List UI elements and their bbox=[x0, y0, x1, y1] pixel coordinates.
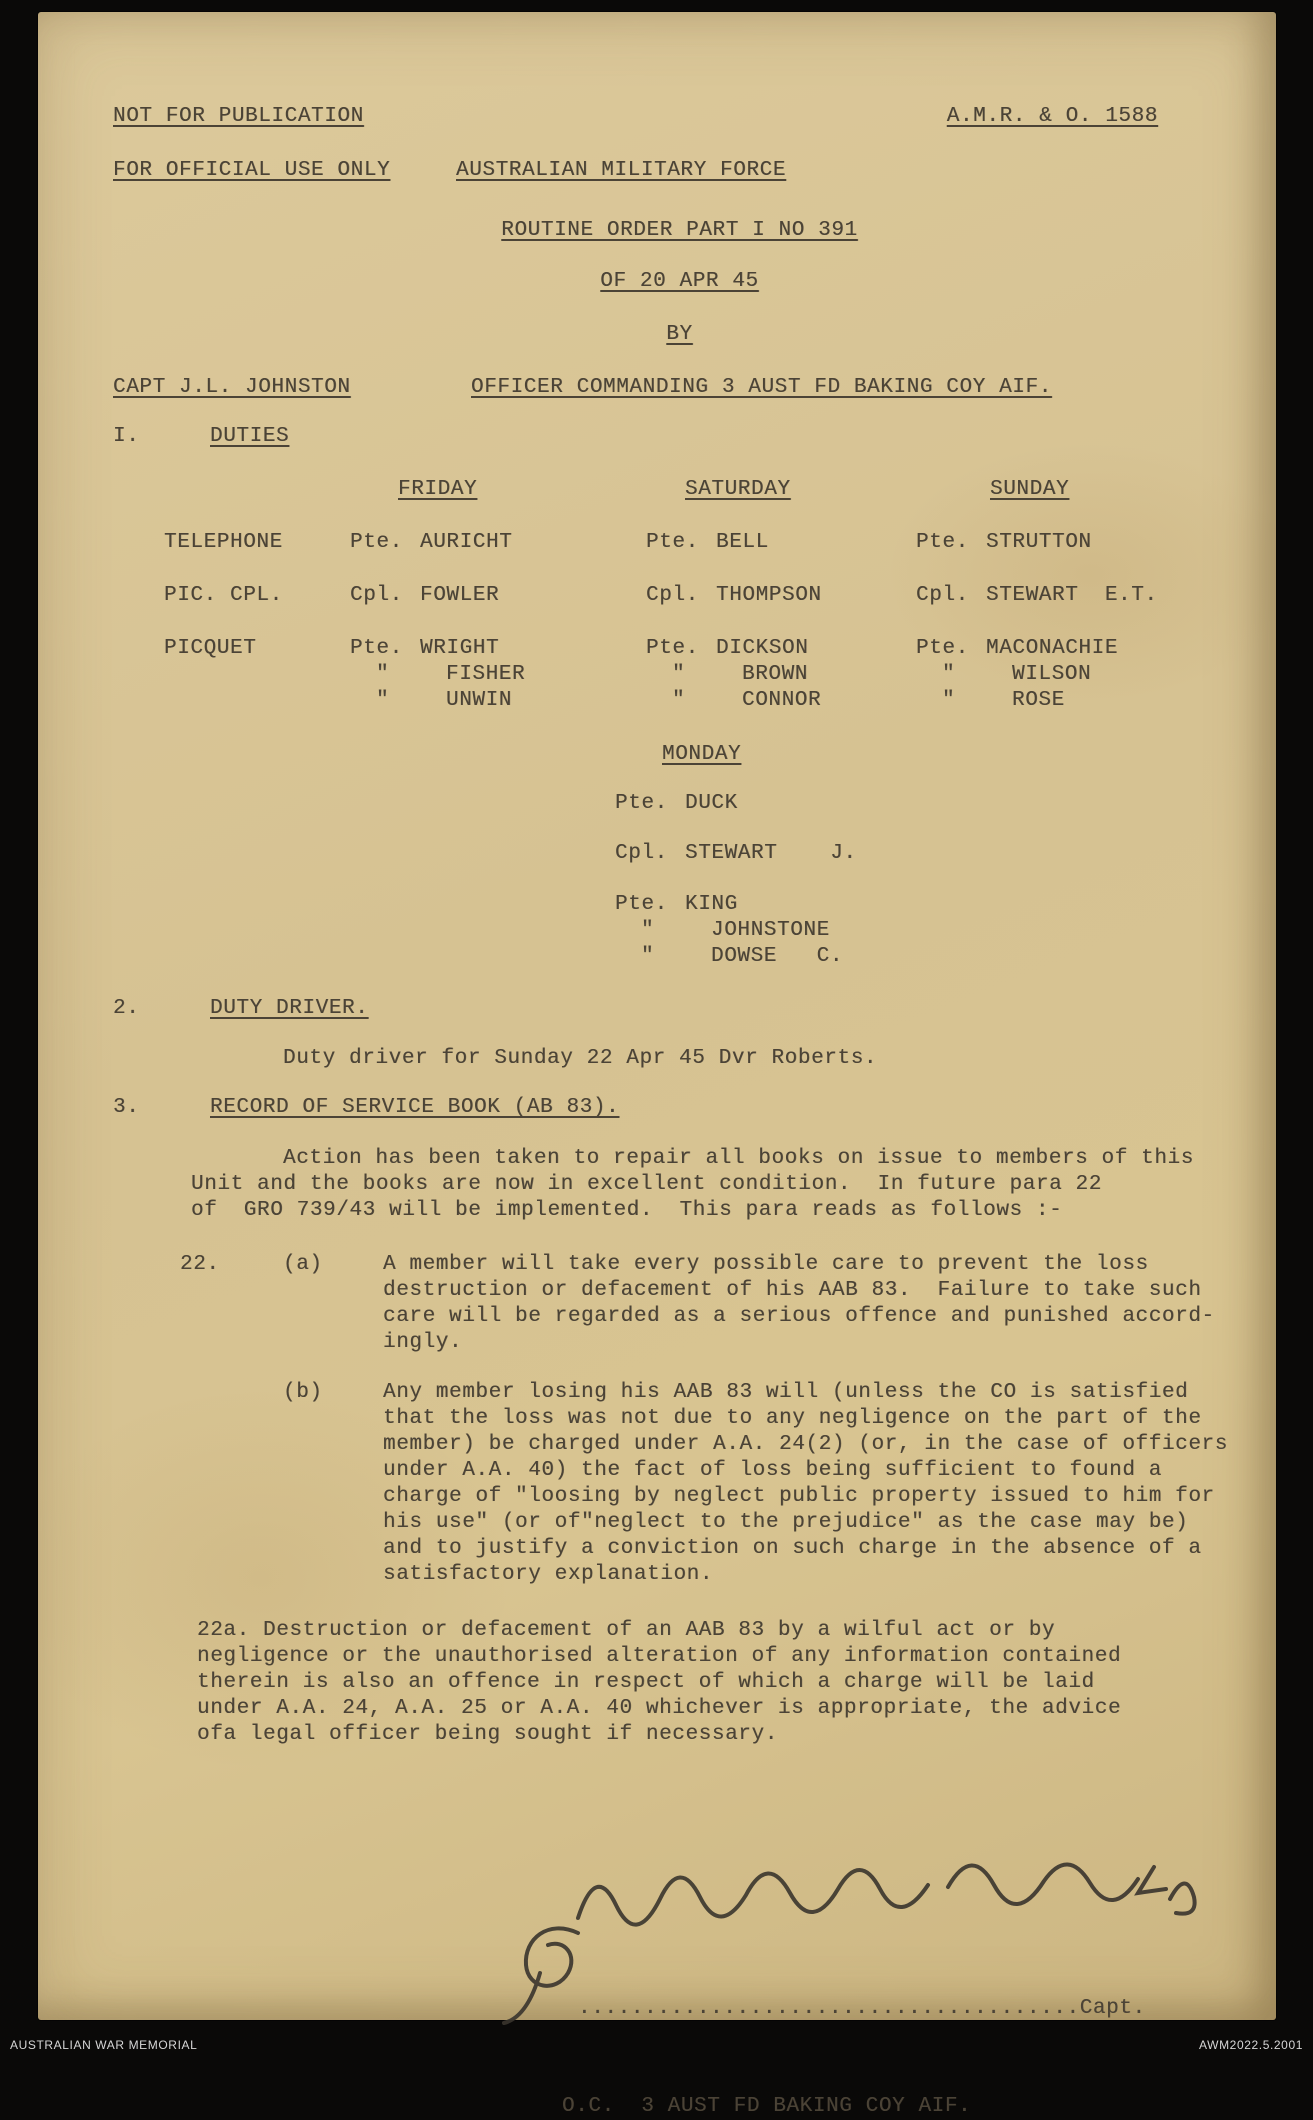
paragraph-22a bbox=[197, 1618, 1246, 1748]
text-line: 22a. Destruction or defacement of an AAB 83 by a wilful act or by bbox=[197, 1619, 1056, 1642]
text-line: ingly. bbox=[383, 1331, 463, 1354]
person-name: ROSE bbox=[1012, 689, 1065, 712]
clause-letter: (a) bbox=[283, 1253, 323, 1276]
duty-entry bbox=[350, 530, 646, 556]
duty-entry bbox=[916, 636, 1246, 662]
officer-name: CAPT J.L. JOHNSTON bbox=[113, 376, 351, 399]
text-line: charge of "loosing by neglect public property issued to him for bbox=[383, 1485, 1215, 1508]
order-title-row bbox=[113, 218, 1246, 244]
text-line: destruction or defacement of his AAB 83. Failure to take such bbox=[383, 1279, 1202, 1302]
text-line: his use" (or of"neglect to the prejudice" as the case may be) bbox=[383, 1511, 1189, 1534]
header-row-2 bbox=[113, 158, 1246, 184]
person-name: FOWLER bbox=[420, 584, 500, 607]
text-line: Unit and the books are now in excellent condition. In future para 22 bbox=[191, 1173, 1102, 1196]
text-line: A member will take every possible care to prevent the loss bbox=[383, 1253, 1149, 1276]
rank: Pte. bbox=[350, 637, 403, 660]
signature-dots: ...................................... bbox=[578, 1997, 1080, 2020]
rank: Cpl. bbox=[615, 842, 668, 865]
order-title: ROUTINE ORDER PART I NO 391 bbox=[501, 219, 858, 242]
clause-letter: (b) bbox=[283, 1381, 323, 1404]
person-name: KING bbox=[685, 893, 738, 916]
by-row bbox=[113, 322, 1246, 348]
duty-cell bbox=[916, 636, 1246, 714]
clause-22b-row bbox=[180, 1380, 1246, 1588]
monday-label: MONDAY bbox=[662, 743, 742, 766]
rank: Pte. bbox=[615, 893, 668, 916]
ditto-mark: " bbox=[672, 663, 686, 686]
person-name: WILSON bbox=[1012, 663, 1092, 686]
duty-cell bbox=[350, 583, 646, 609]
text-line: and to justify a conviction on such charge in the absence of a bbox=[383, 1537, 1202, 1560]
section2-heading bbox=[113, 996, 1246, 1022]
duty-label: TELEPHONE bbox=[164, 531, 283, 554]
duty-entry bbox=[916, 583, 1246, 609]
text-line: that the loss was not due to any negligence on the part of the bbox=[383, 1407, 1202, 1430]
duty-cell bbox=[916, 530, 1246, 556]
duty-row-telephone bbox=[164, 530, 1246, 556]
duty-cell bbox=[350, 636, 646, 714]
by-label: BY bbox=[666, 323, 693, 346]
duty-entry bbox=[350, 636, 646, 662]
rank: Pte. bbox=[646, 531, 699, 554]
section2-number: 2. bbox=[113, 997, 140, 1020]
duty-entry bbox=[350, 662, 646, 688]
officer-name-cell bbox=[113, 375, 471, 401]
clause-text bbox=[383, 1252, 1215, 1356]
text-line: Any member losing his AAB 83 will (unless the CO is satisfied bbox=[383, 1381, 1189, 1404]
monday-header bbox=[662, 742, 1246, 768]
header-row-1 bbox=[113, 104, 1246, 130]
text-line: care will be regarded as a serious offence and punished accord- bbox=[383, 1305, 1215, 1328]
person-name: AURICHT bbox=[420, 531, 513, 554]
person-name: DICKSON bbox=[716, 637, 809, 660]
duty-entry bbox=[646, 583, 916, 609]
signature-dots-line bbox=[578, 1996, 1246, 2022]
ditto-mark: " bbox=[672, 689, 686, 712]
rank: Pte. bbox=[916, 637, 969, 660]
text-line: satisfactory explanation. bbox=[383, 1563, 714, 1586]
duty-entry bbox=[646, 636, 916, 662]
ditto-mark: " bbox=[376, 663, 390, 686]
duty-cell bbox=[916, 583, 1246, 609]
officer-role: OFFICER COMMANDING 3 AUST FD BAKING COY AIF. bbox=[471, 376, 1052, 399]
order-date-row bbox=[113, 269, 1246, 295]
text-line: ofa legal officer being sought if necessary. bbox=[197, 1723, 778, 1746]
ditto-mark: " bbox=[942, 663, 956, 686]
person-name: DUCK bbox=[685, 792, 738, 815]
person-name: JOHNSTONE bbox=[711, 919, 830, 942]
person-name: STRUTTON bbox=[986, 531, 1092, 554]
section3-intro-paragraph bbox=[191, 1146, 1246, 1224]
section3-number: 3. bbox=[113, 1096, 140, 1119]
section3-heading bbox=[113, 1095, 1246, 1121]
handwritten-signature bbox=[428, 1823, 1208, 2063]
monday-entry bbox=[615, 944, 1246, 970]
duty-cell bbox=[350, 530, 646, 556]
section2-title: DUTY DRIVER. bbox=[210, 997, 369, 1020]
duty-row-picquet bbox=[164, 636, 1246, 714]
signing-officer-unit: O.C. 3 AUST FD BAKING COY AIF. bbox=[562, 2095, 972, 2118]
duty-label: PIC. CPL. bbox=[164, 584, 283, 607]
duty-entry bbox=[916, 662, 1246, 688]
clause-number: 22. bbox=[180, 1253, 220, 1276]
duty-cell bbox=[646, 530, 916, 556]
duties-number: I. bbox=[113, 425, 140, 448]
duty-row-pic-cpl bbox=[164, 583, 1246, 609]
text-line: negligence or the unauthorised alteration of any information contained bbox=[197, 1645, 1122, 1668]
clause-text bbox=[383, 1380, 1228, 1588]
person-name: UNWIN bbox=[446, 689, 513, 712]
rank: Pte. bbox=[350, 531, 403, 554]
duties-heading bbox=[113, 424, 1246, 450]
section3-title: RECORD OF SERVICE BOOK (AB 83). bbox=[210, 1096, 620, 1119]
day-header-friday-label: FRIDAY bbox=[398, 478, 478, 501]
ditto-mark: " bbox=[942, 689, 956, 712]
person-name: WRIGHT bbox=[420, 637, 500, 660]
text-line: of GRO 739/43 will be implemented. This para reads as follows :- bbox=[191, 1199, 1063, 1222]
archive-source: AUSTRALIAN WAR MEMORIAL bbox=[10, 2038, 198, 2052]
duties-title: DUTIES bbox=[210, 425, 290, 448]
reference-number: A.M.R. & O. 1588 bbox=[946, 105, 1158, 128]
officer-row bbox=[113, 375, 1246, 401]
day-header-sunday-label: SUNDAY bbox=[990, 478, 1070, 501]
monday-entry bbox=[615, 791, 1246, 817]
duty-cell bbox=[646, 636, 916, 714]
person-name: FISHER bbox=[446, 663, 526, 686]
duty-entry bbox=[646, 530, 916, 556]
rank: Cpl. bbox=[916, 584, 969, 607]
person-name: CONNOR bbox=[742, 689, 822, 712]
text-line: therein is also an offence in respect of which a charge will be laid bbox=[197, 1671, 1095, 1694]
section2-body: Duty driver for Sunday 22 Apr 45 Dvr Roberts. bbox=[283, 1047, 878, 1070]
text-line: under A.A. 40) the fact of loss being sufficient to found a bbox=[383, 1459, 1162, 1482]
text-line: Action has been taken to repair all books on issue to members of this bbox=[283, 1147, 1194, 1170]
duty-entry bbox=[350, 583, 646, 609]
ditto-mark: " bbox=[641, 945, 655, 968]
rank: Cpl. bbox=[350, 584, 403, 607]
day-header-friday bbox=[350, 477, 646, 503]
archive-id: AWM2022.5.2001 bbox=[1198, 2038, 1303, 2052]
ditto-mark: " bbox=[376, 689, 390, 712]
day-header-saturday-label: SATURDAY bbox=[685, 478, 791, 501]
duty-entry bbox=[350, 688, 646, 714]
rank: Pte. bbox=[916, 531, 969, 554]
duties-table bbox=[164, 477, 1246, 714]
day-header-spacer bbox=[164, 477, 350, 503]
person-name: MACONACHIE bbox=[986, 637, 1119, 660]
person-name: STEWART E.T. bbox=[986, 584, 1158, 607]
rank: Cpl. bbox=[646, 584, 699, 607]
archive-footer bbox=[0, 2029, 1313, 2061]
duty-entry bbox=[916, 530, 1246, 556]
day-header-sunday bbox=[916, 477, 1246, 503]
duty-entry bbox=[916, 688, 1246, 714]
person-name: THOMPSON bbox=[716, 584, 822, 607]
monday-entry-group bbox=[113, 892, 1246, 970]
rank: Pte. bbox=[646, 637, 699, 660]
person-name: BELL bbox=[716, 531, 769, 554]
monday-entry bbox=[615, 918, 1246, 944]
duty-entry bbox=[646, 662, 916, 688]
monday-entry bbox=[615, 841, 1246, 867]
duty-cell bbox=[646, 583, 916, 609]
text-line: member) be charged under A.A. 24(2) (or, in the case of officers bbox=[383, 1433, 1228, 1456]
restriction-label: FOR OFFICIAL USE ONLY bbox=[113, 159, 391, 182]
rank: Pte. bbox=[615, 792, 668, 815]
restriction-cell bbox=[113, 158, 456, 184]
text-line: under A.A. 24, A.A. 25 or A.A. 40 whichever is appropriate, the advice bbox=[197, 1697, 1122, 1720]
day-header-row bbox=[164, 477, 1246, 503]
classification-label: NOT FOR PUBLICATION bbox=[113, 105, 364, 128]
duty-entry bbox=[646, 688, 916, 714]
order-date: OF 20 APR 45 bbox=[600, 270, 759, 293]
duty-label: PICQUET bbox=[164, 637, 257, 660]
monday-entry bbox=[615, 892, 1246, 918]
signature-rank: Capt. bbox=[1079, 1997, 1146, 2020]
force-title: AUSTRALIAN MILITARY FORCE bbox=[456, 159, 787, 182]
person-name: DOWSE C. bbox=[711, 945, 844, 968]
ditto-mark: " bbox=[641, 919, 655, 942]
person-name: BROWN bbox=[742, 663, 809, 686]
day-header-saturday bbox=[646, 477, 916, 503]
person-name: STEWART J. bbox=[685, 842, 857, 865]
clause-number-spacer bbox=[180, 1380, 283, 1588]
clause-22a-row bbox=[180, 1252, 1246, 1356]
